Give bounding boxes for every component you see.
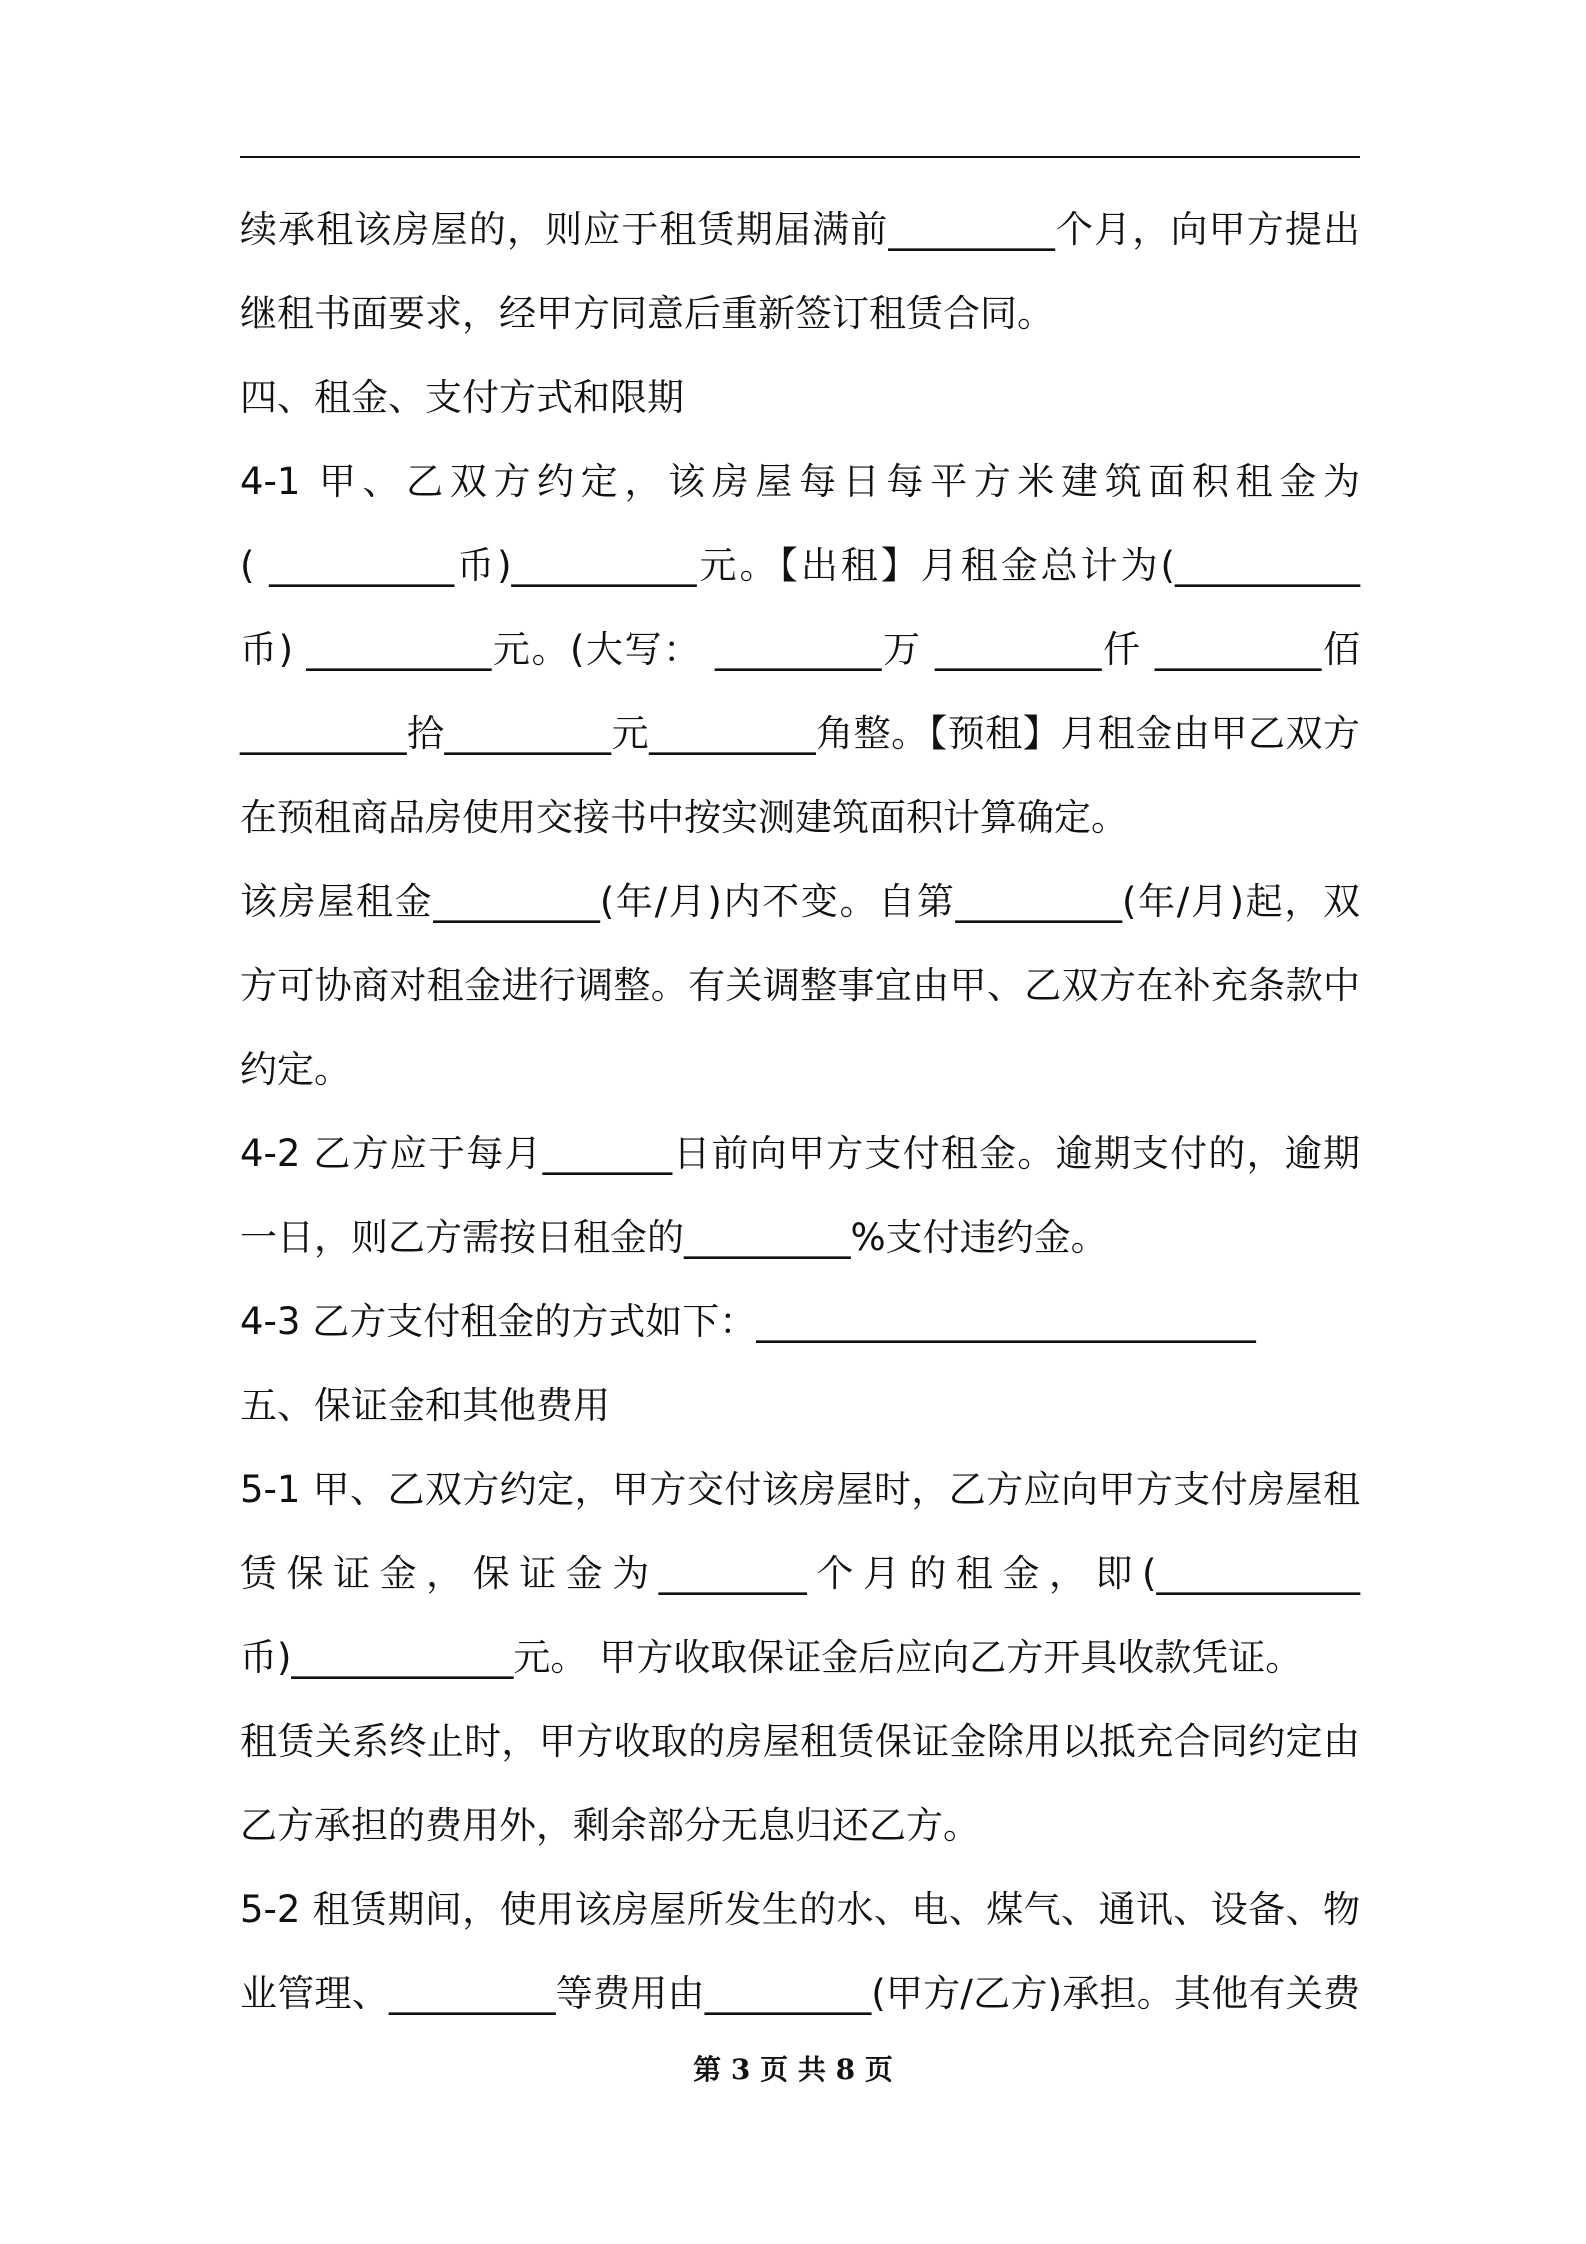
text-line: 方可协商对租金进行调整。有关调整事宜由甲、乙双方在补充条款中 bbox=[240, 964, 1360, 1007]
text-line: 币)____________元。 甲方收取保证金后应向乙方开具收款凭证。 bbox=[240, 1636, 1303, 1679]
text-line: 赁保证金，保证金为________个月的租金，即(___________ bbox=[240, 1552, 1360, 1595]
section-heading: 四、租金、支付方式和限期 bbox=[240, 376, 684, 419]
text-line: 该房屋租金_________(年/月)内不变。自第_________(年/月)起，双 bbox=[240, 880, 1360, 923]
contract-body bbox=[240, 188, 1360, 2036]
header-rule bbox=[240, 156, 1360, 158]
text-line: _________拾_________元_________角整。【预租】月租金由甲乙双方 bbox=[240, 712, 1360, 755]
text-line: 一日，则乙方需按日租金的_________%支付违约金。 bbox=[240, 1216, 1108, 1259]
section-heading: 五、保证金和其他费用 bbox=[240, 1384, 610, 1427]
text-line: 4-1 甲、乙双方约定，该房屋每日每平方米建筑面积租金为 bbox=[240, 460, 1360, 503]
text-line: 在预租商品房使用交接书中按实测建筑面积计算确定。 bbox=[240, 796, 1128, 839]
text-line: 币) __________元。(大写： _________万 _________仟 _________佰 bbox=[240, 628, 1360, 671]
text-line: 继租书面要求，经甲方同意后重新签订租赁合同。 bbox=[240, 292, 1054, 335]
page-number: 第 3 页 共 8 页 bbox=[693, 2053, 893, 2086]
text-line: ( __________币)__________元。【出租】月租金总计为(__________ bbox=[240, 544, 1360, 587]
text-line: 4-2 乙方应于每月_______日前向甲方支付租金。逾期支付的，逾期 bbox=[240, 1132, 1360, 1175]
text-line: 5-1 甲、乙双方约定，甲方交付该房屋时，乙方应向甲方支付房屋租 bbox=[240, 1468, 1360, 1511]
text-line: 乙方承担的费用外，剩余部分无息归还乙方。 bbox=[240, 1804, 980, 1847]
text-line: 5-2 租赁期间，使用该房屋所发生的水、电、煤气、通讯、设备、物 bbox=[240, 1888, 1360, 1931]
text-line: 租赁关系终止时，甲方收取的房屋租赁保证金除用以抵充合同约定由 bbox=[240, 1720, 1360, 1763]
text-line: 约定。 bbox=[240, 1048, 351, 1091]
text-line: 业管理、_________等费用由_________(甲方/乙方)承担。其他有关费 bbox=[240, 1972, 1360, 2015]
text-line: 4-3 乙方支付租金的方式如下：___________________________ bbox=[240, 1300, 1256, 1343]
text-line: 续承租该房屋的，则应于租赁期届满前_________个月，向甲方提出 bbox=[240, 208, 1360, 251]
